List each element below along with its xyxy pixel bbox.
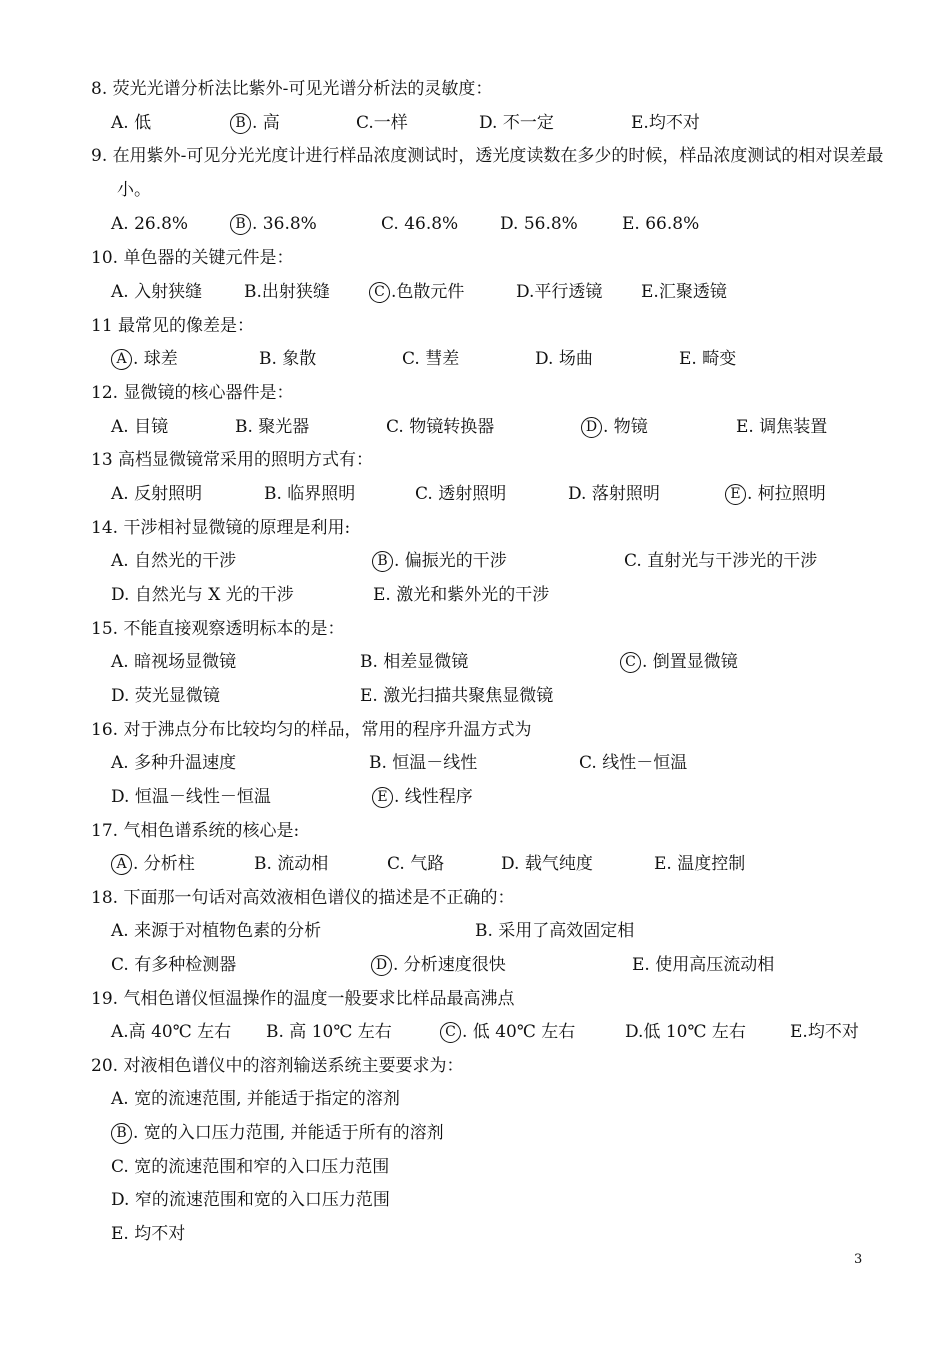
q9-option-d: D. 56.8%	[500, 214, 578, 234]
q17-option-d: D. 载气纯度	[501, 854, 593, 874]
q10-option-a: A. 入射狭缝	[111, 282, 203, 302]
answer-circle: A	[111, 349, 132, 370]
q14-option-b-correct: B . 偏振光的干涉	[372, 549, 507, 573]
q14-option-e: E. 激光和紫外光的干涉	[373, 585, 550, 605]
q16-option-b: B. 恒温－线性	[369, 753, 478, 773]
q17-option-c: C. 气路	[387, 854, 445, 874]
q17-option-b: B. 流动相	[254, 854, 329, 874]
q19-option-b: B. 高 10℃ 左右	[266, 1022, 392, 1042]
question-14-stem: 14. 干涉相衬显微镜的原理是利用:	[91, 518, 351, 538]
answer-circle: A	[111, 854, 132, 875]
q20-option-e: E. 均不对	[111, 1224, 186, 1244]
q8-option-c: C.一样	[356, 113, 408, 133]
q16-option-a: A. 多种升温速度	[111, 753, 237, 773]
question-15-stem: 15. 不能直接观察透明标本的是：	[91, 619, 345, 639]
answer-circle: B	[111, 1123, 132, 1144]
answer-circle: B	[372, 551, 393, 572]
q16-option-d: D. 恒温－线性－恒温	[111, 787, 271, 807]
question-11-stem: 11 最常见的像差是：	[91, 316, 255, 336]
question-8-stem: 8. 荧光光谱分析法比紫外-可见光谱分析法的灵敏度：	[91, 79, 493, 99]
q13-option-a: A. 反射照明	[111, 484, 203, 504]
q15-option-b: B. 相差显微镜	[360, 652, 469, 672]
q10-option-b: B.出射狭缝	[244, 282, 330, 302]
question-16-stem: 16. 对于沸点分布比较均匀的样品，常用的程序升温方式为	[91, 720, 532, 740]
q16-option-e-correct: E . 线性程序	[372, 785, 473, 809]
q17-option-a-correct: A . 分析柱	[111, 852, 195, 876]
question-17-stem: 17. 气相色谱系统的核心是:	[91, 821, 300, 841]
question-19-stem: 19. 气相色谱仪恒温操作的温度一般要求比样品最高沸点	[91, 989, 515, 1009]
q10-option-c-correct: C .色散元件	[369, 280, 464, 304]
q15-option-d: D. 荧光显微镜	[111, 686, 220, 706]
q9-option-a: A. 26.8%	[111, 214, 189, 234]
q12-option-a: A. 目镜	[111, 417, 169, 437]
page-number: 3	[854, 1252, 863, 1267]
answer-circle: C	[620, 652, 641, 673]
question-12-stem: 12. 显微镜的核心器件是：	[91, 383, 294, 403]
q19-option-e: E.均不对	[790, 1022, 859, 1042]
q11-option-d: D. 场曲	[535, 349, 593, 369]
q20-option-d: D. 窄的流速范围和宽的入口压力范围	[111, 1190, 390, 1210]
q9-option-e: E. 66.8%	[622, 214, 700, 234]
q16-option-c: C. 线性－恒温	[579, 753, 688, 773]
q13-option-d: D. 落射照明	[568, 484, 660, 504]
q18-option-d-correct: D . 分析速度很快	[371, 953, 506, 977]
q13-option-c: C. 透射照明	[415, 484, 507, 504]
q13-option-b: B. 临界照明	[264, 484, 356, 504]
q18-option-a: A. 来源于对植物色素的分析	[111, 921, 322, 941]
q8-option-b-correct: B . 高	[230, 111, 280, 135]
q20-option-c: C. 宽的流速范围和窄的入口压力范围	[111, 1157, 390, 1177]
question-10-stem: 10. 单色器的关键元件是：	[91, 248, 294, 268]
q11-option-a-correct: A . 球差	[111, 347, 178, 371]
q11-option-e: E. 畸变	[679, 349, 737, 369]
q10-option-e: E.汇聚透镜	[641, 282, 727, 302]
q8-option-d: D. 不一定	[479, 113, 554, 133]
q12-option-e: E. 调焦装置	[736, 417, 828, 437]
answer-circle: B	[230, 214, 251, 235]
q12-option-b: B. 聚光器	[235, 417, 310, 437]
q14-option-a: A. 自然光的干涉	[111, 551, 237, 571]
question-9-stem: 9. 在用紫外-可见分光光度计进行样品浓度测试时，透光度读数在多少的时候，样品浓度测试的相对误差最小。	[91, 146, 884, 200]
q20-option-b-correct: B . 宽的入口压力范围, 并能适于所有的溶剂	[111, 1121, 444, 1145]
answer-circle: B	[230, 113, 251, 134]
q18-option-e: E. 使用高压流动相	[632, 955, 775, 975]
q8-option-e: E.均不对	[631, 113, 700, 133]
q14-option-c: C. 直射光与干涉光的干涉	[624, 551, 818, 571]
q18-option-c: C. 有多种检测器	[111, 955, 237, 975]
q15-option-e: E. 激光扫描共聚焦显微镜	[360, 686, 554, 706]
q9-option-c: C. 46.8%	[381, 214, 459, 234]
q19-option-d: D.低 10℃ 左右	[625, 1022, 746, 1042]
question-13-stem: 13 高档显微镜常采用的照明方式有：	[91, 450, 374, 470]
q9-option-b-correct: B . 36.8%	[230, 212, 317, 236]
q11-option-b: B. 象散	[259, 349, 317, 369]
q13-option-e-correct: E . 柯拉照明	[725, 482, 826, 506]
q19-option-c-correct: C . 低 40℃ 左右	[440, 1020, 575, 1044]
q15-option-a: A. 暗视场显微镜	[111, 652, 237, 672]
q11-option-c: C. 彗差	[402, 349, 460, 369]
answer-circle: D	[371, 955, 392, 976]
q12-option-c: C. 物镜转换器	[386, 417, 495, 437]
answer-circle: C	[440, 1022, 461, 1043]
q15-option-c-correct: C . 倒置显微镜	[620, 650, 738, 674]
q19-option-a: A.高 40℃ 左右	[111, 1022, 232, 1042]
question-18-stem: 18. 下面那一句话对高效液相色谱仪的描述是不正确的：	[91, 888, 515, 908]
q8-option-a: A. 低	[111, 113, 152, 133]
q17-option-e: E. 温度控制	[654, 854, 746, 874]
q14-option-d: D. 自然光与 X 光的干涉	[111, 585, 294, 605]
answer-circle: E	[372, 787, 393, 808]
q20-option-a: A. 宽的流速范围, 并能适于指定的溶剂	[111, 1089, 400, 1109]
q10-option-d: D.平行透镜	[516, 282, 603, 302]
answer-circle: D	[581, 417, 602, 438]
answer-circle: C	[369, 282, 390, 303]
q12-option-d-correct: D . 物镜	[581, 415, 648, 439]
q18-option-b: B. 采用了高效固定相	[475, 921, 635, 941]
answer-circle: E	[725, 484, 746, 505]
question-20-stem: 20. 对液相色谱仪中的溶剂输送系统主要要求为：	[91, 1056, 464, 1076]
